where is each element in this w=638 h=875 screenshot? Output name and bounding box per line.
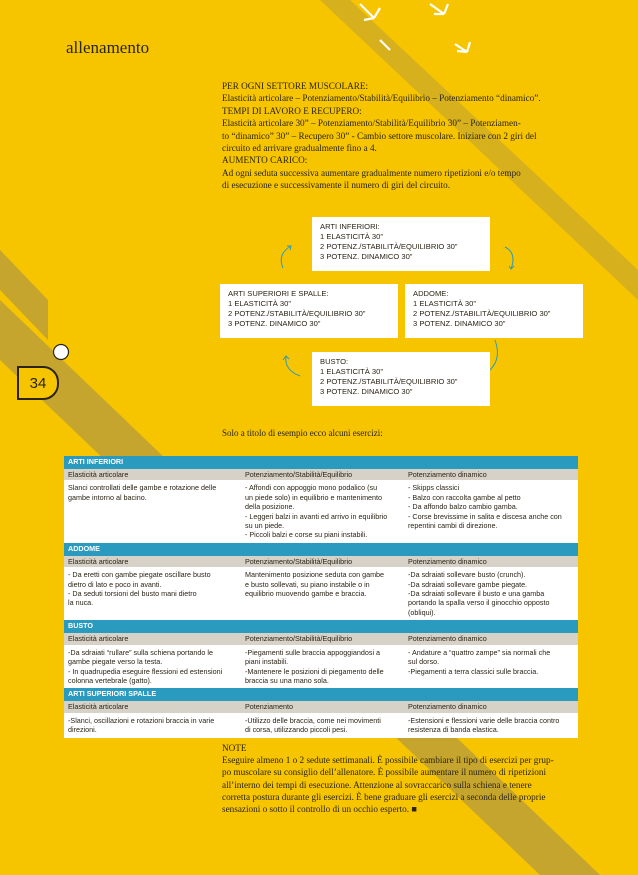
cell-line: colonna vertebrale (gatto).	[68, 675, 152, 685]
cell-line: -Mantenere le posizioni di piegamento delle	[245, 666, 384, 676]
table-cell	[241, 713, 404, 738]
cell-line: braccia su una mano sola.	[245, 675, 329, 685]
intro-line: PER OGNI SETTORE MUSCOLARE:	[222, 81, 369, 91]
circuit-box-line: 3 POTENZ. DINAMICO 30”	[320, 252, 413, 261]
cell-line: su un piede.	[245, 521, 285, 531]
cell-line: -Estensioni e flessioni varie delle braccia contro	[408, 715, 560, 725]
circuit-box-line: 1 ELASTICITÀ 30”	[413, 299, 476, 308]
notes-line: po muscolare su consiglio dell’allenatore. È possibile aumentare il numero di ripetizioni	[222, 767, 547, 778]
column-header: Potenziamento dinamico	[408, 702, 487, 712]
cell-line: equilibrio muovendo gambe e braccia.	[245, 589, 367, 599]
notes-line: Eseguire almeno 1 o 2 sedute settimanali. È possibile cambiare il tipo di esercizi per grup-	[222, 755, 554, 766]
cell-line: - Da eretti con gambe piegate oscillare busto	[68, 570, 211, 580]
circuit-box-line: 2 POTENZ./STABILITÀ/EQUILIBRIO 30”	[320, 242, 458, 251]
column-header: Potenziamento	[245, 702, 293, 712]
cell-line: Mantenimento posizione seduta con gambe	[245, 570, 385, 580]
cell-line: - Affondi con appoggio mono podalico (su	[245, 483, 378, 493]
cell-line: resistenza di banda elastica.	[408, 725, 499, 735]
circuit-box-addome	[405, 284, 583, 338]
column-header: Elasticità articolare	[68, 702, 129, 712]
table-row	[64, 480, 578, 542]
cell-line: - Balzo con raccolta gambe al petto	[408, 492, 521, 502]
cell-line: - Andature a “quattro zampe” sia normali che	[408, 647, 551, 657]
circuit-box-title: ADDOME:	[413, 289, 449, 298]
intro-line: Ad ogni seduta successiva aumentare gradualmente numero ripetizioni e/o tempo	[222, 167, 521, 178]
cell-line: - Da seduti torsioni del busto mani dietro	[68, 589, 197, 599]
cell-line: direzioni.	[68, 725, 97, 735]
table-section-header: BUSTO	[64, 620, 578, 633]
table-column-headers	[64, 469, 578, 480]
notes-line: all’interno dei tempi di esecuzione. Attenzione al sovraccarico sulla schiena e tenere	[222, 779, 532, 790]
column-header: Potenziamento dinamico	[408, 470, 487, 479]
intro-line: to “dinamico” 30” – Recupero 30” - Cambio settore muscolare. Iniziare con 2 giri del	[222, 130, 537, 141]
circuit-box-title: ARTI INFERIORI:	[320, 222, 380, 231]
table-cell	[241, 480, 404, 542]
column-header: Elasticità articolare	[68, 634, 129, 644]
column-header: Elasticità articolare	[68, 556, 129, 566]
cell-line: -Piegamenti sulle braccia appoggiandosi a	[245, 647, 381, 657]
intro-text	[222, 80, 584, 192]
table-cell	[64, 480, 241, 542]
circuit-box-line: 2 POTENZ./STABILITÀ/EQUILIBRIO 30”	[413, 309, 551, 318]
notes	[222, 742, 584, 815]
cell-line: la nuca.	[68, 598, 94, 608]
column-header: Elasticità articolare	[68, 470, 129, 479]
circuit-box-title: BUSTO:	[320, 357, 349, 366]
table-cell	[404, 713, 578, 738]
cell-line: sul dorso.	[408, 657, 440, 667]
cell-line: portando la spalla verso il ginocchio opposto	[408, 598, 550, 608]
table-cell	[64, 645, 241, 689]
cell-line: -Da sdraiati sollevare gambe piegate.	[408, 579, 528, 589]
table-row	[64, 645, 578, 689]
circuit-box-line: 3 POTENZ. DINAMICO 30”	[413, 319, 506, 328]
table-row	[64, 567, 578, 620]
notes-title: NOTE	[222, 743, 247, 753]
circuit-box-line: 1 ELASTICITÀ 30”	[228, 299, 291, 308]
circuit-box-arti-superiori	[220, 284, 398, 338]
cell-line: della posizione.	[245, 502, 295, 512]
cell-line: e busto sollevati, su piano instabile o in	[245, 579, 370, 589]
table-cell	[64, 567, 241, 620]
table-row	[64, 713, 578, 738]
cell-line: - Corse brevissime in salita e discesa anche con	[408, 511, 562, 521]
cell-line: - In quadrupedia eseguire flessioni ed estensioni	[68, 666, 223, 676]
cell-line: (obliqui).	[408, 607, 436, 617]
cell-line: - Leggeri balzi in avanti ed arrivo in equilibrio	[245, 511, 388, 521]
cell-line: gambe piegate verso la testa.	[68, 657, 163, 667]
circuit-box-arti-inferiori	[312, 217, 490, 271]
cell-line: gambe intorno al bacino.	[68, 492, 147, 502]
column-header: Potenziamento/Stabilità/Equilibrio	[245, 634, 353, 644]
notes-line: sensazioni o sotto il controllo di un occhio esperto. ■	[222, 804, 417, 815]
compass-icon	[52, 343, 70, 361]
table-cell	[404, 645, 578, 689]
cell-line: -Slanci, oscillazioni e rotazioni braccia in varie	[68, 715, 215, 725]
table-cell	[241, 645, 404, 689]
circuit-box-line: 2 POTENZ./STABILITÀ/EQUILIBRIO 30”	[320, 377, 458, 386]
cell-line: di corsa, utilizzando piccoli pesi.	[245, 725, 348, 735]
column-header: Potenziamento dinamico	[408, 556, 487, 566]
table-cell	[404, 567, 578, 620]
cell-line: piani instabili.	[245, 657, 289, 667]
cell-line: -Piegamenti a terra classici sulle braccia.	[408, 666, 539, 676]
circuit-box-title: ARTI SUPERIORI E SPALLE:	[228, 289, 329, 298]
cell-line: -Da sdraiati “rullare” sulla schiena portando le	[68, 647, 214, 657]
circuit-box-line: 3 POTENZ. DINAMICO 30”	[320, 387, 413, 396]
table-column-headers	[64, 701, 578, 712]
column-header: Potenziamento dinamico	[408, 634, 487, 644]
intro-line: AUMENTO CARICO:	[222, 155, 308, 166]
page-number: 34	[17, 366, 59, 400]
intro-line: circuito ed arrivare gradualmente fino a 4.	[222, 143, 377, 154]
section-title: allenamento	[66, 38, 150, 57]
cell-line: dietro di lato e poco in avanti.	[68, 579, 162, 589]
table-column-headers	[64, 633, 578, 644]
circuit-box-line: 2 POTENZ./STABILITÀ/EQUILIBRIO 30”	[228, 309, 366, 318]
table-cell	[64, 713, 241, 738]
cell-line: Slanci controllati delle gambe e rotazione delle	[68, 483, 217, 493]
cell-line: -Da sdraiati sollevare busto (crunch).	[408, 570, 526, 580]
circuit-box-line: 1 ELASTICITÀ 30”	[320, 367, 383, 376]
column-header: Potenziamento/Stabilità/Equilibrio	[245, 470, 353, 479]
cell-line: un piede solo) in equilibrio e mantenimento	[245, 492, 383, 502]
cell-line: -Da sdraiati sollevare il busto e una gamba	[408, 589, 545, 599]
table-section-header: ADDOME	[64, 543, 578, 556]
table-column-headers	[64, 556, 578, 567]
circuit-box-busto	[312, 352, 490, 406]
table-section-header: ARTI INFERIORI	[64, 456, 578, 469]
column-header: Potenziamento/Stabilità/Equilibrio	[245, 556, 353, 566]
exercise-table	[64, 456, 578, 738]
table-section-header: ARTI SUPERIORI SPALLE	[64, 688, 578, 701]
cell-line: repentini cambi di direzione.	[408, 521, 498, 531]
circuit-box-line: 3 POTENZ. DINAMICO 30”	[228, 319, 321, 328]
cell-line: - Skipps classici	[408, 483, 460, 493]
intro-line: Elasticità articolare 30” – Potenziamento/Stabilità/Equilibrio 30” – Potenziamen-	[222, 118, 521, 129]
intro-line: di esecuzione e successivamente il numero di giri del circuito.	[222, 180, 451, 191]
intro-line: TEMPI DI LAVORO E RECUPERO:	[222, 105, 362, 116]
table-cell	[241, 567, 404, 620]
circuit-box-line: 1 ELASTICITÀ 30”	[320, 232, 383, 241]
cell-line: -Utilizzo delle braccia, come nei movimenti	[245, 715, 381, 725]
table-cell	[404, 480, 578, 542]
cell-line: - Piccoli balzi e corse su piani instabili.	[245, 530, 368, 540]
cell-line: - Da affondo balzo cambio gamba.	[408, 502, 518, 512]
intro-line: Elasticità articolare – Potenziamento/Stabilità/Equilibrio – Potenziamento “dinamico”.	[222, 93, 541, 104]
notes-line: corretta postura durante gli esercizi. È bene graduare gli esercizi a seconda delle proprie	[222, 791, 546, 802]
example-intro: Solo a titolo di esempio ecco alcuni esercizi:	[222, 428, 383, 438]
